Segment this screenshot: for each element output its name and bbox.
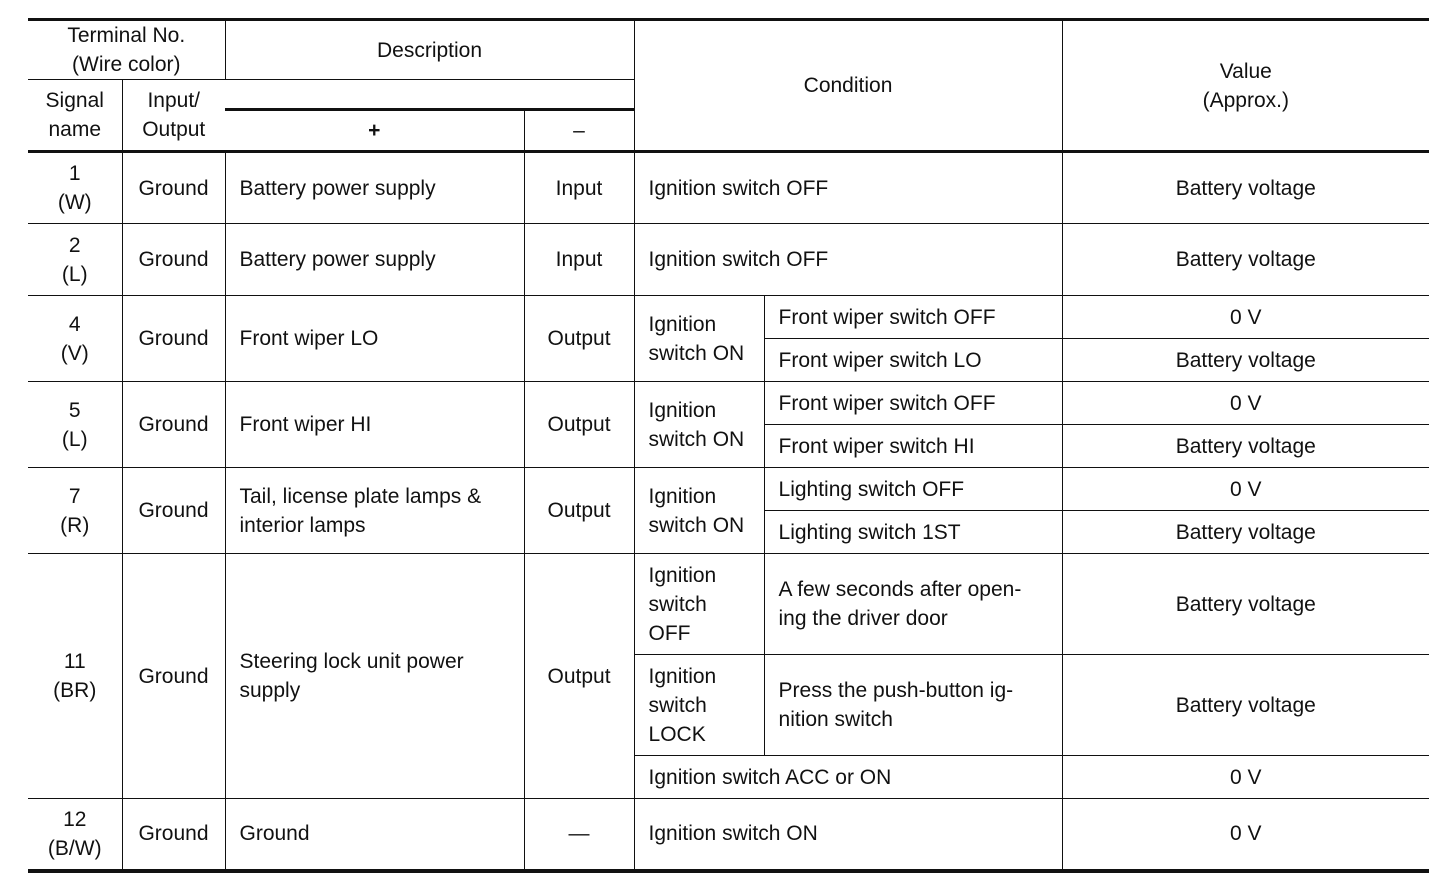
condition-main-cell	[634, 655, 764, 756]
condition-main-line: Ignition	[648, 312, 717, 336]
wire-color: (V)	[60, 341, 89, 365]
condition-main-cell	[634, 296, 764, 382]
value-cell: Battery voltage	[1062, 152, 1429, 224]
condition-sub-cell: Front wiper switch LO	[764, 339, 1062, 382]
condition-sub-cell: Front wiper switch OFF	[764, 296, 1062, 339]
signal-cell: Battery power supply	[225, 224, 524, 296]
condition-cell: Ignition switch ACC or ON	[634, 756, 1062, 799]
value-cell: Battery voltage	[1062, 511, 1429, 554]
signal-line: supply	[239, 679, 301, 702]
signal-cell: Front wiper HI	[225, 382, 524, 468]
value-cell: Battery voltage	[1062, 655, 1429, 756]
condition-main-line: Ignition	[648, 484, 717, 508]
minus-cell: Ground	[122, 152, 225, 224]
input-output-header	[122, 80, 225, 152]
condition-main-line: switch ON	[648, 341, 745, 365]
table-row	[28, 468, 1429, 511]
io-cell: Output	[524, 468, 634, 554]
minus-cell: Ground	[122, 799, 225, 871]
io-cell: Output	[524, 382, 634, 468]
condition-sub-cell: Lighting switch 1ST	[764, 511, 1062, 554]
terminal-number: 12	[63, 807, 87, 831]
value-cell: Battery voltage	[1062, 425, 1429, 468]
condition-sub-line: ing the driver door	[778, 607, 948, 630]
condition-sub-cell	[764, 655, 1062, 756]
value-cell: 0 V	[1062, 382, 1429, 425]
terminal-cell	[28, 152, 122, 224]
condition-main-line: Ignition	[648, 398, 717, 422]
table-row	[28, 382, 1429, 425]
wire-color: (L)	[61, 262, 88, 286]
terminal-number: 4	[68, 312, 81, 336]
condition-main-cell	[634, 554, 764, 655]
value-cell: 0 V	[1062, 468, 1429, 511]
condition-main-line: LOCK	[648, 722, 706, 746]
terminal-cell	[28, 468, 122, 554]
condition-sub-cell: Lighting switch OFF	[764, 468, 1062, 511]
wire-color: (BR)	[53, 679, 97, 702]
condition-cell: Ignition switch OFF	[634, 224, 1062, 296]
signal-cell: Battery power supply	[225, 152, 524, 224]
table-row	[28, 224, 1429, 296]
output-label: Output	[142, 118, 206, 141]
condition-main-cell	[634, 382, 764, 468]
table-row	[28, 554, 1429, 655]
minus-cell: Ground	[122, 382, 225, 468]
terminal-number: 7	[68, 484, 81, 508]
condition-sub-cell: Front wiper switch HI	[764, 425, 1062, 468]
terminal-value-table	[28, 18, 1429, 873]
minus-cell: Ground	[122, 468, 225, 554]
condition-main-line: switch	[648, 592, 707, 616]
condition-sub-line: A few seconds after open-	[778, 578, 1022, 601]
signal-line: interior lamps	[239, 513, 366, 537]
io-cell: Output	[524, 296, 634, 382]
header-row-1	[28, 20, 1429, 80]
terminal-cell	[28, 799, 122, 871]
signal-line: Tail, license plate lamps &	[239, 484, 482, 508]
terminal-number: 2	[68, 233, 81, 257]
description-header: Description	[225, 20, 634, 80]
value-label: Value	[1219, 59, 1272, 83]
table-row	[28, 296, 1429, 339]
approx-label: (Approx.)	[1202, 88, 1289, 112]
condition-cell: Ignition switch ON	[634, 799, 1062, 871]
terminal-cell	[28, 224, 122, 296]
wire-color-label: (Wire color)	[72, 53, 181, 76]
input-label: Input/	[147, 89, 201, 112]
terminal-cell	[28, 382, 122, 468]
wire-color: (W)	[57, 191, 92, 214]
value-cell: 0 V	[1062, 799, 1429, 871]
value-cell: Battery voltage	[1062, 554, 1429, 655]
condition-main-line: switch	[648, 693, 707, 717]
condition-sub-cell: Front wiper switch OFF	[764, 382, 1062, 425]
minus-cell: Ground	[122, 224, 225, 296]
signal-line: Steering lock unit power	[239, 650, 464, 673]
condition-main-line: switch ON	[648, 427, 745, 451]
value-cell: 0 V	[1062, 756, 1429, 799]
minus-cell: Ground	[122, 554, 225, 799]
signal-cell: Ground	[225, 799, 524, 871]
terminal-cell	[28, 296, 122, 382]
value-cell: Battery voltage	[1062, 339, 1429, 382]
signal-cell	[225, 468, 524, 554]
terminal-number: 5	[68, 398, 81, 422]
wire-color: (L)	[61, 427, 88, 451]
condition-main-cell	[634, 468, 764, 554]
minus-cell: Ground	[122, 296, 225, 382]
wire-color: (R)	[60, 513, 90, 537]
io-cell: Input	[524, 224, 634, 296]
terminal-number: 1	[68, 162, 81, 185]
value-cell: 0 V	[1062, 296, 1429, 339]
io-cell: Input	[524, 152, 634, 224]
wire-color: (B/W)	[47, 836, 102, 860]
terminal-number: 11	[63, 650, 86, 673]
terminal-no-label: Terminal No.	[67, 24, 186, 47]
condition-main-line: switch ON	[648, 513, 745, 537]
value-header	[1062, 20, 1429, 152]
terminal-cell	[28, 554, 122, 799]
terminal-no-header	[28, 20, 225, 80]
value-cell: Battery voltage	[1062, 224, 1429, 296]
condition-main-line: Ignition	[648, 664, 717, 688]
condition-sub-line: nition switch	[778, 708, 893, 731]
condition-sub-line: Press the push-button ig-	[778, 679, 1014, 702]
table-row	[28, 152, 1429, 224]
signal-name-header: Signal name	[28, 80, 122, 152]
io-cell: —	[524, 799, 634, 871]
condition-main-line: Ignition	[648, 563, 717, 587]
condition-cell: Ignition switch OFF	[634, 152, 1062, 224]
condition-main-line: OFF	[648, 621, 691, 645]
table-row	[28, 799, 1429, 871]
condition-sub-cell	[764, 554, 1062, 655]
signal-cell: Front wiper LO	[225, 296, 524, 382]
minus-header: –	[524, 110, 634, 152]
io-cell: Output	[524, 554, 634, 799]
signal-cell	[225, 554, 524, 799]
condition-header: Condition	[634, 20, 1062, 152]
plus-header: +	[225, 110, 524, 152]
